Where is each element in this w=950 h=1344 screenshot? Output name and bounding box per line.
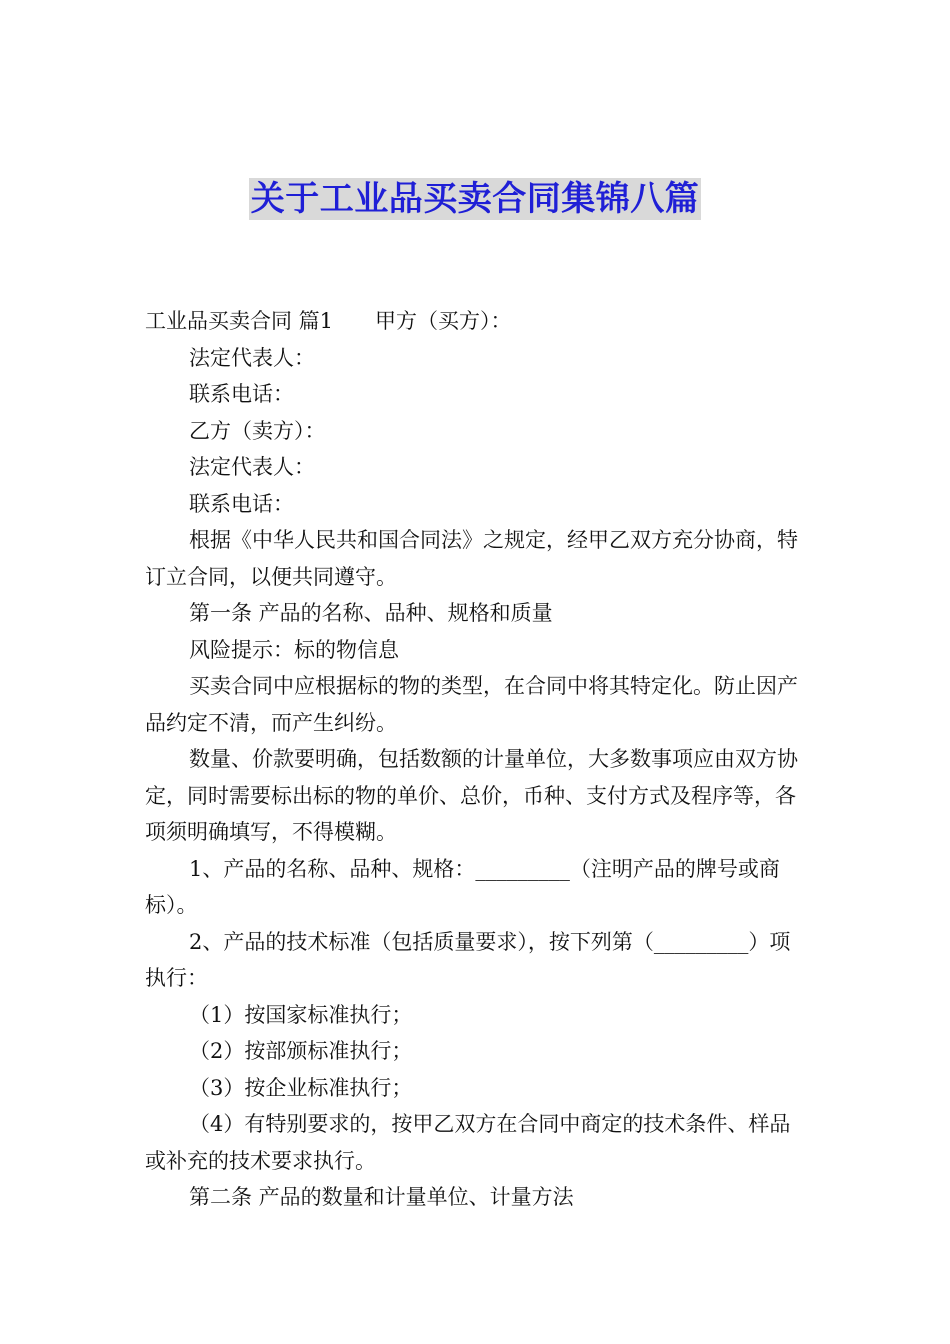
- paragraph: 第二条 产品的数量和计量单位、计量方法: [189, 1185, 574, 1209]
- document-body: [145, 303, 810, 1216]
- paragraph: （3）按企业标准执行；: [189, 1075, 413, 1100]
- paragraph: 1、产品的名称、品种、规格：_________（注明产品的牌号或商标）。: [145, 856, 780, 917]
- paragraph: 买卖合同中应根据标的物的类型，在合同中将其特定化。防止因产品约定不清，而产生纠纷。: [145, 674, 798, 735]
- paragraph: 联系电话：: [189, 491, 294, 516]
- paragraph: （4）有特别要求的，按甲乙双方在合同中商定的技术条件、样品或补充的技术要求执行。: [145, 1112, 791, 1173]
- document-title: 关于工业品买卖合同集锦八篇: [250, 179, 700, 219]
- paragraph: 数量、价款要明确，包括数额的计量单位，大多数事项应由双方协定，同时需要标出标的物的单价、总价，币种、支付方式及程序等，各项须明确填写，不得模糊。: [145, 747, 798, 844]
- party-a-label: 甲方（买方）：: [375, 309, 512, 333]
- paragraph-header: [145, 303, 810, 340]
- paragraph: 根据《中华人民共和国合同法》之规定，经甲乙双方充分协商，特订立合同，以便共同遵守。: [145, 528, 798, 589]
- paragraph: 乙方（卖方）：: [189, 418, 326, 443]
- paragraph: （2）按部颁标准执行；: [189, 1039, 413, 1063]
- paragraph: 法定代表人：: [189, 455, 315, 479]
- paragraph: （1）按国家标准执行；: [189, 1002, 413, 1027]
- section-heading: 工业品买卖合同 篇1: [145, 309, 334, 333]
- paragraph: 2、产品的技术标准（包括质量要求），按下列第（_________）项执行：: [145, 929, 791, 990]
- paragraph: 法定代表人：: [189, 345, 315, 370]
- title-wrap: [0, 178, 950, 220]
- paragraph: 联系电话：: [189, 382, 294, 406]
- paragraph: 第一条 产品的名称、品种、规格和质量: [189, 601, 553, 625]
- paragraph: 风险提示：标的物信息: [189, 637, 399, 662]
